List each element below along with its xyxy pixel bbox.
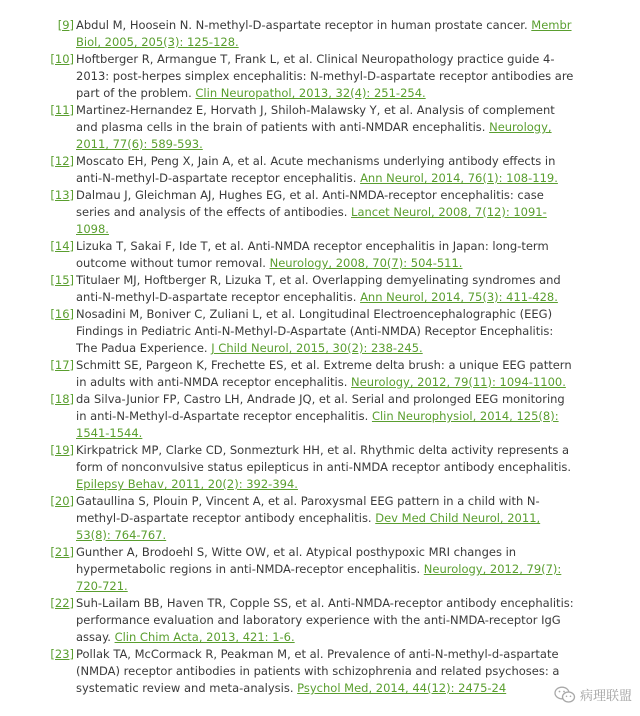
reference-item [57,17,576,51]
reference-number-link[interactable]: [21] [50,545,74,559]
reference-item [50,646,576,697]
reference-body [76,272,576,306]
reference-number-link[interactable]: [22] [50,596,74,610]
reference-number-link[interactable]: [13] [50,188,74,202]
reference-item [50,391,576,442]
reference-number-link[interactable]: [17] [50,358,74,372]
reference-item [50,442,576,493]
citation-link[interactable]: Ann Neurol, 2014, 76(1): 108-119. [360,171,558,185]
citation-link[interactable]: Neurology, 2008, 70(7): 504-511. [269,256,463,270]
watermark-text: 病理联盟 [579,689,632,704]
reference-item [50,595,576,646]
citation-link[interactable]: Clin Neuropathol, 2013, 32(4): 251-254. [195,86,426,100]
reference-body [76,544,576,595]
reference-number-link[interactable]: [19] [50,443,74,457]
reference-text: Suh-Lailam BB, Haven TR, Copple SS, et al. Anti-NMDA-receptor antibody encephalitis: performance evaluation and laboratory experience with the anti-NMDA-receptor IgG assay. [76,596,574,644]
reference-number-link[interactable]: [15] [50,273,74,287]
reference-text: Schmitt SE, Pargeon K, Frechette ES, et al. Extreme delta brush: a unique EEG pattern in adults with anti-NMDA receptor encephalitis. [76,358,572,389]
reference-body [76,493,576,544]
reference-text: Gataullina S, Plouin P, Vincent A, et al. Paroxysmal EEG pattern in a child with N-methyl-D-aspartate receptor antibody encephalitis. [76,494,540,525]
citation-link[interactable]: Psychol Med, 2014, 44(12): 2475-24 [297,681,507,695]
reference-body [76,17,576,51]
reference-body [76,153,576,187]
reference-body [76,595,576,646]
reference-number-link[interactable]: [20] [50,494,74,508]
reference-text: Lizuka T, Sakai F, Ide T, et al. Anti-NMDA receptor encephalitis in Japan: long-term outcome without tumor removal. [76,239,549,270]
reference-number-link[interactable]: [9] [57,18,74,32]
citation-link[interactable]: Lancet Neurol, 2008, 7(12): 1091-1098. [76,205,547,236]
reference-body [76,306,576,357]
reference-text: da Silva-Junior FP, Castro LH, Andrade JQ, et al. Serial and prolonged EEG monitoring in anti-N-Methyl-d-Aspartate receptor encephalitis. [76,392,565,423]
reference-text: Dalmau J, Gleichman AJ, Hughes EG, et al. Anti-NMDA-receptor encephalitis: case series and analysis of the effects of antibodies. [76,188,544,219]
reference-item [50,51,576,102]
citation-link[interactable]: Clin Neurophysiol, 2014, 125(8): 1541-1544. [76,409,559,440]
reference-number-link[interactable]: [11] [50,103,74,117]
reference-number-link[interactable]: [16] [50,307,74,321]
reference-item [50,493,576,544]
citation-link[interactable]: J Child Neurol, 2015, 30(2): 238-245. [211,341,423,355]
wechat-icon [554,686,576,704]
reference-number-link[interactable]: [10] [50,52,74,66]
reference-item [50,306,576,357]
reference-body [76,51,576,102]
citation-link[interactable]: Membr Biol, 2005, 205(3): 125-128. [76,18,572,49]
reference-item [50,357,576,391]
reference-number-link[interactable]: [14] [50,239,74,253]
reference-body [76,357,576,391]
reference-item [50,272,576,306]
reference-body [76,187,576,238]
reference-item [50,238,576,272]
reference-list [50,17,576,697]
reference-text: Abdul M, Hoosein N. N-methyl-D-aspartate receptor in human prostate cancer. [76,18,528,32]
reference-number-link[interactable]: [18] [50,392,74,406]
reference-text: Hoftberger R, Armangue T, Frank L, et al. Clinical Neuropathology practice guide 4-2013: post-herpes simplex encephalitis: N-methyl-D-aspartate receptor antibodies are part of the problem. [76,52,574,100]
reference-body [76,102,576,153]
reference-body [76,646,576,697]
citation-link[interactable]: Neurology, 2011, 77(6): 589-593. [76,120,552,151]
reference-text: Pollak TA, McCormack R, Peakman M, et al. Prevalence of anti-N-methyl-d-aspartate (NMDA) receptor antibodies in patients with schizophrenia and related psychoses: a systematic review and meta-analysis. [76,647,560,695]
reference-body [76,391,576,442]
citation-link[interactable]: Neurology, 2012, 79(11): 1094-1100. [351,375,566,389]
citation-link[interactable]: Ann Neurol, 2014, 75(3): 411-428. [360,290,558,304]
reference-item [50,153,576,187]
citation-link[interactable]: Epilepsy Behav, 2011, 20(2): 392-394. [76,477,298,491]
reference-item [50,187,576,238]
citation-link[interactable]: Dev Med Child Neurol, 2011, 53(8): 764-767. [76,511,541,542]
reference-body [76,442,576,493]
reference-text: Gunther A, Brodoehl S, Witte OW, et al. Atypical posthypoxic MRI changes in hypermetabolic regions in anti-NMDA-receptor encephalitis. [76,545,517,576]
reference-text: Titulaer MJ, Hoftberger R, Lizuka T, et al. Overlapping demyelinating syndromes and anti-N-methyl-D-aspartate receptor encephalitis. [76,273,561,304]
reference-text: Martinez-Hernandez E, Horvath J, Shiloh-Malawsky Y, et al. Analysis of complement and plasma cells in the brain of patients with anti-NMDAR encephalitis. [76,103,555,134]
watermark [554,685,632,704]
reference-item [50,544,576,595]
reference-text: Kirkpatrick MP, Clarke CD, Sonmezturk HH, et al. Rhythmic delta activity represents a form of nonconvulsive status epilepticus in anti-NMDA receptor antibody encephalitis. [76,443,572,474]
citation-link[interactable]: Clin Chim Acta, 2013, 421: 1-6. [114,630,295,644]
reference-item [50,102,576,153]
reference-text: Moscato EH, Peng X, Jain A, et al. Acute mechanisms underlying antibody effects in anti-N-methyl-D-aspartate receptor encephalitis. [76,154,556,185]
reference-text: Nosadini M, Boniver C, Zuliani L, et al. Longitudinal Electroencephalographic (EEG) Findings in Pediatric Anti-N-Methyl-D-Aspartate (Anti-NMDA) Receptor Encephalitis: The Padua Experience. [76,307,554,355]
reference-body [76,238,576,272]
reference-number-link[interactable]: [23] [50,647,74,661]
reference-number-link[interactable]: [12] [50,154,74,168]
citation-link[interactable]: Neurology, 2012, 79(7): 720-721. [76,562,562,593]
